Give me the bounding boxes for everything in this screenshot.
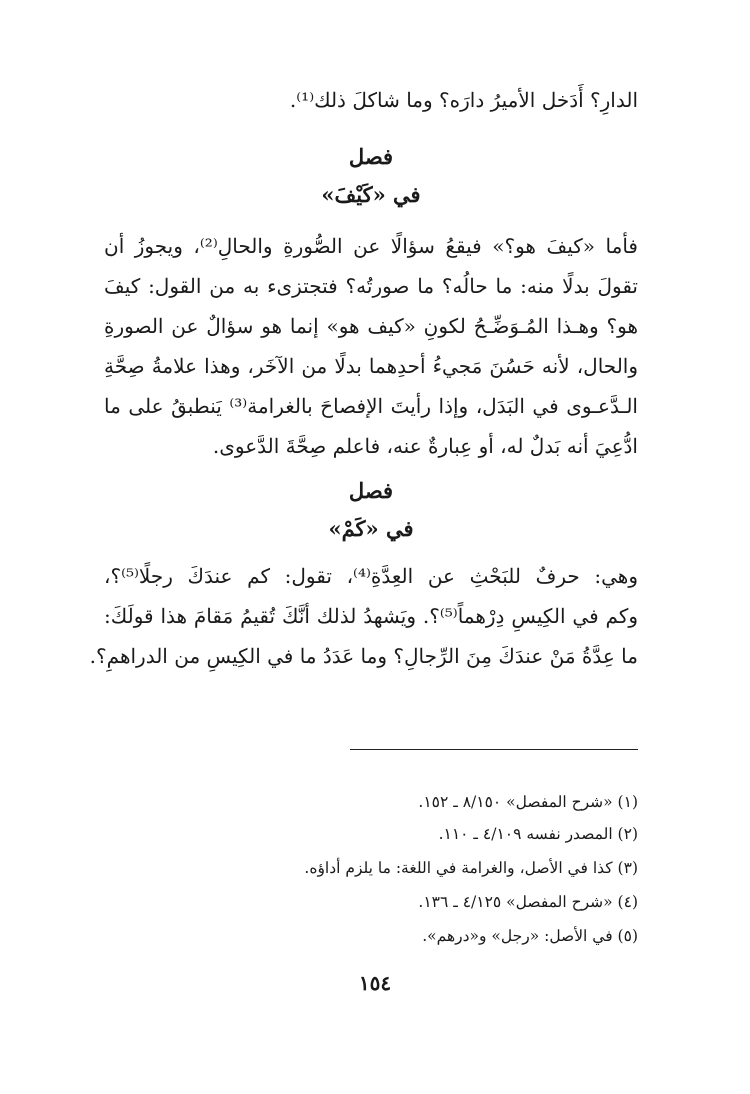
paragraph-line: وكم في الكِيسِ دِرْهماً⁽⁵⁾؟. ويَشهدُ لذلك أنَّكَ تُقيمُ مَقامَ هذا قولَكَ: — [104, 604, 638, 628]
paragraph-line: وهي: حرفٌ للبَحْثِ عن العِدَّةِ⁽⁴⁾، تقول: كم عندَكَ رجلًا⁽⁵⁾؟، — [104, 564, 638, 588]
paragraph-line: ادُّعِيَ أنه بَدلٌ له، أو عِبارةٌ عنه، فاعلم صِحَّةَ الدَّعوى. — [212, 434, 638, 458]
footnote-2: (٢) المصدر نفسه ٤/١٠٩ ـ ١١٠. — [438, 825, 638, 843]
footnote-1: (١) «شرح المفصل» ٨/١٥٠ ـ ١٥٢. — [418, 793, 638, 811]
footnote-5: (٥) في الأصل: «رجل» و«درهم». — [422, 927, 638, 945]
paragraph-line: فأما «كيفَ هو؟» فيقعُ سؤالًا عن الصُّورةِ والحالِ⁽²⁾، ويجوزُ أن — [104, 234, 638, 258]
section-subheading-1: في «كَيْفَ» — [321, 182, 421, 207]
paragraph-line: تقولَ بدلًا منه: ما حالُه؟ ما صورتُه؟ فتجتزىء به من القول: كيفَ — [104, 274, 638, 298]
footnote-4: (٤) «شرح المفصل» ٤/١٢٥ ـ ١٣٦. — [418, 893, 638, 911]
paragraph-line: ما عِدَّةُ مَنْ عندَكَ مِنَ الرِّجالِ؟ وما عَدَدُ ما في الكِيسِ من الدراهمِ؟. — [89, 644, 638, 668]
continuation-line: الدارِ؟ أَدَخل الأميرُ دارَه؟ وما شاكلَ ذلك⁽¹⁾. — [289, 88, 638, 112]
paragraph-line: هو؟ وهـذا المُـوَضِّـحُ لكونِ «كيف هو» إنما هو سؤالٌ عن الصورةِ — [104, 314, 638, 338]
page-number: ١٥٤ — [358, 971, 392, 995]
section-heading-2: فصل — [348, 478, 394, 503]
footnote-3: (٣) كذا في الأصل، والغرامة في اللغة: ما يلزم أداؤه. — [304, 859, 638, 877]
section-subheading-2: في «كَمْ» — [328, 516, 414, 541]
footnote-separator — [350, 749, 638, 750]
section-heading-1: فصل — [348, 144, 394, 169]
paragraph-line: الـدَّعـوى في البَدَل، وإذا رأيتَ الإفصاحَ بالغرامة⁽³⁾ يَنطبقُ على ما — [104, 394, 638, 418]
paragraph-line: والحال، لأنه حَسُنَ مَجيءُ أحدِهما بدلًا من الآخَر، وهذا علامةُ صِحَّةِ — [104, 354, 638, 378]
